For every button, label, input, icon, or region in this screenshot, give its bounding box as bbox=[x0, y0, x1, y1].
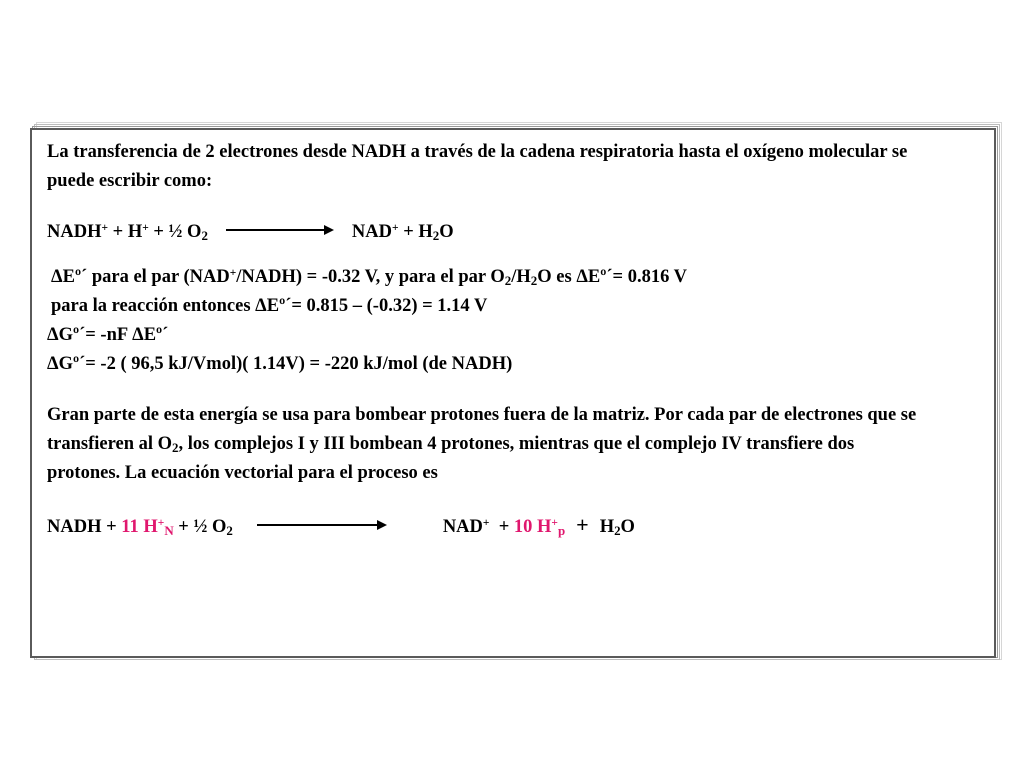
eq2-nad-charge: + bbox=[482, 517, 490, 529]
spacer bbox=[47, 379, 987, 401]
paragraph-text-a: transfieren al O bbox=[47, 434, 173, 454]
eq2-water-subscript: 2 bbox=[614, 523, 621, 538]
eq2-oxygen-subscript: 2 bbox=[226, 523, 233, 538]
potentials-text-d: O es ΔEº´= 0.816 V bbox=[537, 267, 687, 287]
eq1-nadh: NADH bbox=[47, 222, 102, 242]
eq1-water-h: + H bbox=[398, 222, 433, 242]
eq1-h: + H bbox=[108, 222, 143, 242]
intro-line-1: La transferencia de 2 electrones desde NADH a través de la cadena respiratoria hasta el oxígeno molecular se bbox=[47, 142, 908, 162]
eq2-matrix-protons bbox=[121, 517, 173, 537]
eq1-water-subscript: 2 bbox=[432, 228, 440, 243]
slide-content bbox=[47, 138, 987, 539]
eq1-oxygen-subscript: 2 bbox=[201, 228, 208, 243]
eq2-matrix-protons-text: 11 H bbox=[121, 517, 158, 537]
potentials-text-b: /NADH) = -0.32 V, y para el par O bbox=[236, 267, 505, 287]
eq2-nad: NAD bbox=[442, 517, 483, 537]
eq2-water-o: O bbox=[620, 517, 635, 537]
eq2-pumped-protons bbox=[514, 517, 565, 537]
spacer bbox=[47, 488, 987, 510]
eq1-nadh-charge: + bbox=[101, 222, 109, 234]
paragraph-line-2 bbox=[47, 430, 987, 459]
potentials-text-c: /H bbox=[511, 267, 531, 287]
eq1-water-o: O bbox=[439, 222, 454, 242]
eq2-nadh: NADH + bbox=[47, 517, 122, 537]
spacer bbox=[47, 196, 987, 218]
eq2-water-h: H bbox=[599, 517, 615, 537]
equation-2 bbox=[47, 510, 987, 539]
potentials-line-2: para la reacción entonces ΔEº´= 0.815 – (-0.32) = 1.14 V bbox=[51, 296, 488, 316]
eq2-plus-2: + bbox=[565, 512, 600, 537]
h2-subscript: 2 bbox=[530, 273, 538, 288]
eq2-matrix-protons-charge: + bbox=[157, 517, 165, 529]
nad-charge: + bbox=[229, 267, 237, 279]
gibbs-calculation: ΔGº´= -2 ( 96,5 kJ/Vmol)( 1.14V) = -220 kJ/mol (de NADH) bbox=[47, 354, 513, 374]
eq2-matrix-protons-subscript: N bbox=[164, 523, 174, 538]
reaction-arrow-icon bbox=[226, 225, 334, 235]
o2-subscript: 2 bbox=[504, 273, 512, 288]
equation-1 bbox=[47, 218, 987, 247]
eq1-nad: NAD bbox=[351, 222, 393, 242]
eq2-plus-1: + bbox=[489, 517, 514, 537]
gibbs-formula: ΔGº´= -nF ΔEº´ bbox=[47, 325, 169, 345]
eq2-pumped-protons-text: 10 H bbox=[513, 517, 552, 537]
eq1-h-charge: + bbox=[142, 222, 149, 234]
o2-subscript: 2 bbox=[172, 440, 179, 455]
paragraph-line-3: protones. La ecuación vectorial para el proceso es bbox=[47, 463, 438, 483]
potentials-text-a: ΔEº´ para el par (NAD bbox=[51, 267, 230, 287]
paragraph-text-b: , los complejos I y III bombean 4 protones, mientras que el complejo IV transfiere dos bbox=[178, 434, 855, 454]
eq2-oxygen: + ½ O bbox=[173, 517, 227, 537]
eq2-pumped-protons-subscript: p bbox=[557, 523, 566, 538]
paragraph-line-1: Gran parte de esta energía se usa para bombear protones fuera de la matriz. Por cada par de electrones que se bbox=[47, 405, 917, 425]
spacer bbox=[47, 247, 987, 263]
eq1-nad-charge: + bbox=[392, 222, 399, 234]
eq2-pumped-protons-charge: + bbox=[551, 517, 558, 529]
eq1-oxygen: + ½ O bbox=[148, 222, 202, 242]
intro-line-2: puede escribir como: bbox=[47, 171, 213, 191]
potentials-line-1 bbox=[47, 263, 987, 292]
reaction-arrow-icon bbox=[257, 520, 387, 530]
